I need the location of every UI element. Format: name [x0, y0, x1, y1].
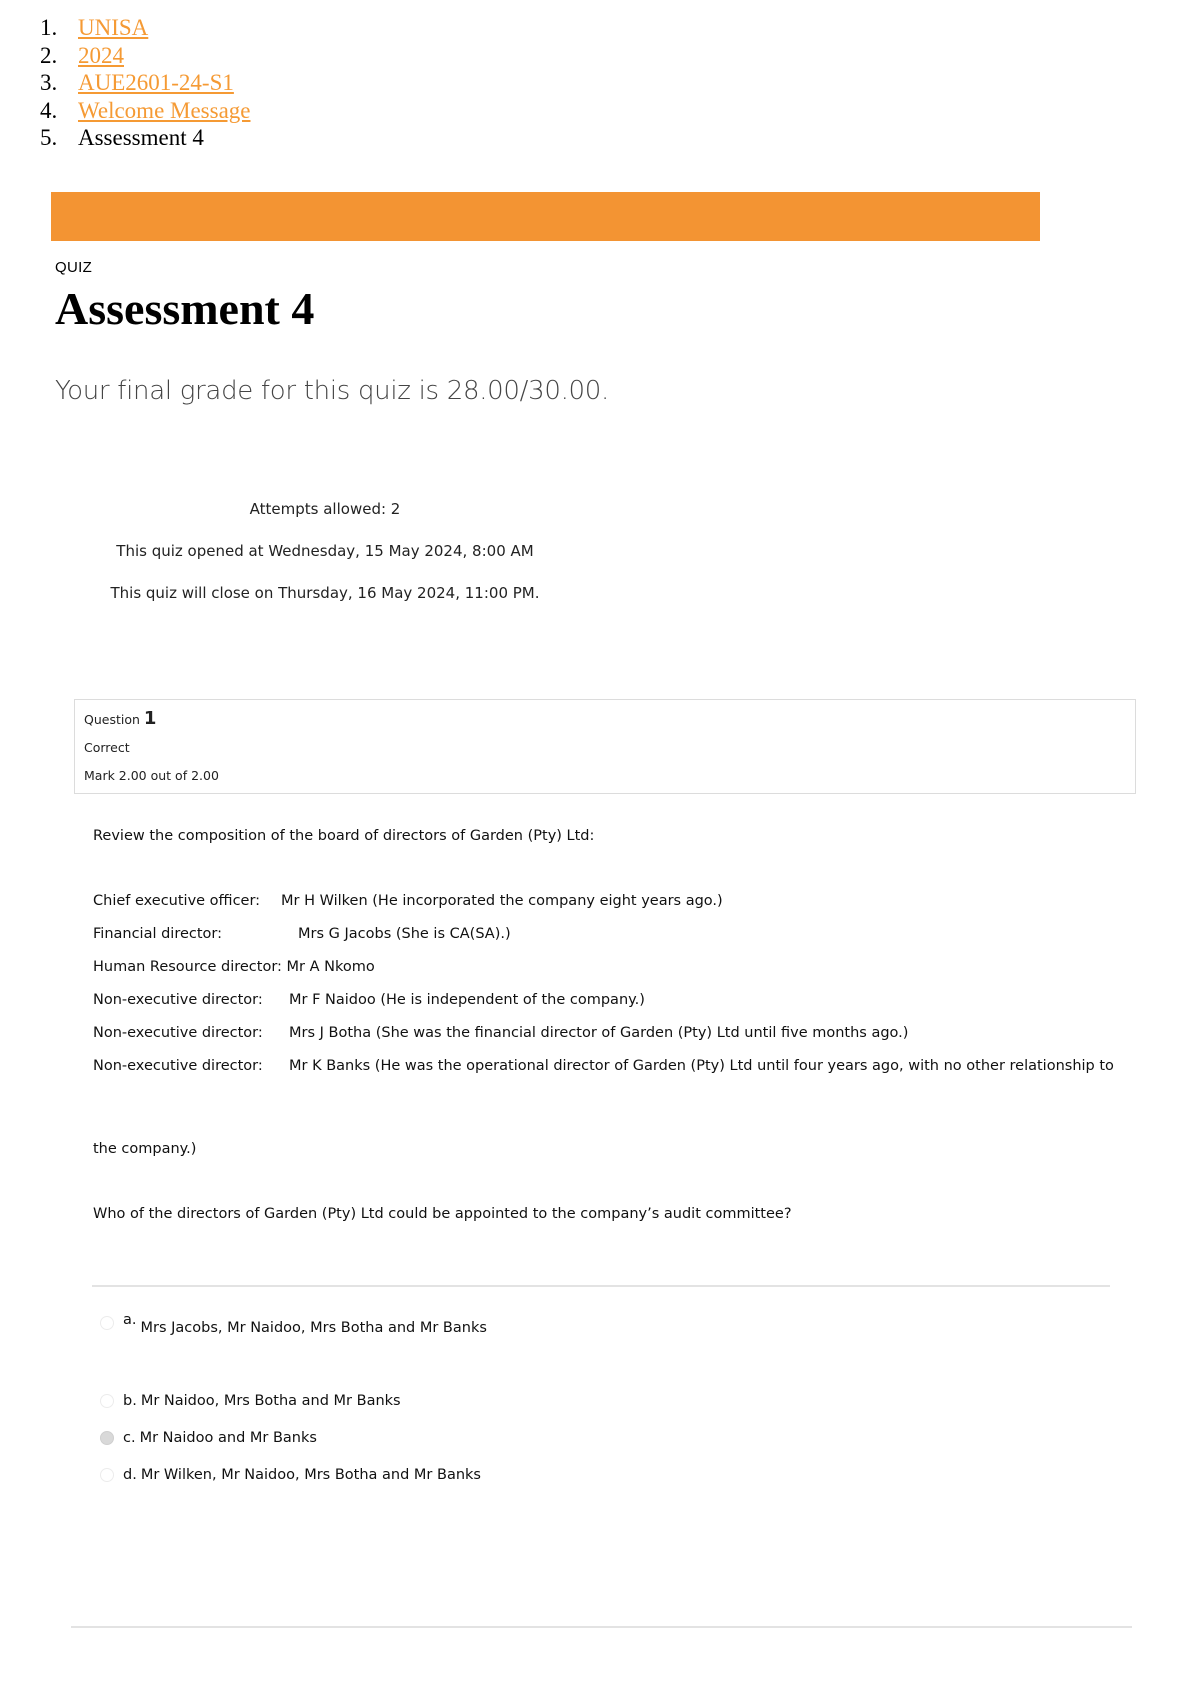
director-row — [93, 959, 375, 975]
director-row — [93, 926, 511, 942]
breadcrumb-item-course — [40, 69, 251, 97]
course-banner — [51, 192, 1040, 241]
breadcrumb-number: 3. — [40, 70, 58, 95]
page-title: Assessment 4 — [55, 283, 315, 334]
breadcrumb-item-current — [40, 124, 251, 152]
radio-button-selected[interactable] — [100, 1431, 114, 1445]
director-role: Financial director: — [93, 926, 223, 942]
breadcrumb-link-course[interactable]: AUE2601-24-S1 — [78, 70, 234, 95]
answer-letter: a. — [123, 1312, 137, 1328]
answer-text: Mr Naidoo, Mrs Botha and Mr Banks — [140, 1393, 401, 1409]
director-detail: Mrs G Jacobs (She is CA(SA).) — [298, 926, 511, 942]
answer-option-d[interactable] — [100, 1467, 481, 1483]
breadcrumb-number: 2. — [40, 42, 58, 68]
question-intro: Review the composition of the board of directors of Garden (Pty) Ltd: — [93, 828, 595, 844]
breadcrumb-item-unisa — [40, 14, 251, 42]
answer-letter: c. — [123, 1430, 136, 1446]
radio-button[interactable] — [100, 1316, 114, 1330]
director-detail: Mr K Banks (He was the operational director of Garden (Pty) Ltd until four years ago, with no other relationship to — [289, 1058, 1114, 1074]
question-state: Correct — [84, 740, 130, 755]
director-role: Chief executive officer: — [93, 893, 261, 909]
breadcrumb-link-welcome-message[interactable]: Welcome Message — [78, 97, 251, 123]
director-detail: Mrs J Botha (She was the financial director of Garden (Pty) Ltd until five months ago.) — [289, 1025, 909, 1041]
director-role: Human Resource director: — [93, 959, 282, 975]
breadcrumb-number: 5. — [40, 125, 58, 150]
final-grade-text: Your final grade for this quiz is 28.00/30.00. — [55, 376, 609, 406]
activity-type-label: QUIZ — [55, 259, 93, 276]
breadcrumb — [40, 14, 251, 152]
director-detail: Mr H Wilken (He incorporated the company eight years ago.) — [281, 893, 723, 909]
question-number-value: 1 — [143, 708, 157, 729]
director-row — [93, 1058, 1114, 1074]
question-info-panel — [74, 699, 1136, 794]
answer-text: Mr Naidoo and Mr Banks — [139, 1430, 317, 1446]
answer-option-a[interactable] — [100, 1312, 487, 1336]
director-row-continuation: the company.) — [93, 1141, 197, 1157]
breadcrumb-number: 4. — [40, 97, 58, 123]
question-bottom-divider — [71, 1626, 1132, 1628]
question-prompt: Who of the directors of Garden (Pty) Ltd could be appointed to the company’s audit committee? — [93, 1206, 792, 1222]
radio-button[interactable] — [100, 1394, 114, 1408]
director-role: Non-executive director: — [93, 992, 263, 1008]
radio-button[interactable] — [100, 1468, 114, 1482]
director-role: Non-executive director: — [93, 1025, 263, 1041]
answer-option-b[interactable] — [100, 1393, 401, 1409]
director-row — [93, 992, 645, 1008]
question-number — [84, 708, 156, 729]
quiz-opened-date: This quiz opened at Wednesday, 15 May 2024, 8:00 AM — [116, 542, 534, 560]
director-role: Non-executive director: — [93, 1058, 263, 1074]
answer-letter: d. — [123, 1467, 137, 1483]
breadcrumb-current-page: Assessment 4 — [78, 125, 204, 150]
answer-text: Mr Wilken, Mr Naidoo, Mrs Botha and Mr Banks — [140, 1467, 481, 1483]
question-mark: Mark 2.00 out of 2.00 — [84, 768, 219, 783]
breadcrumb-link-unisa[interactable]: UNISA — [78, 15, 149, 40]
breadcrumb-link-year[interactable]: 2024 — [78, 42, 124, 68]
director-detail: Mr A Nkomo — [286, 959, 375, 975]
answer-option-c[interactable] — [100, 1430, 317, 1446]
quiz-close-date: This quiz will close on Thursday, 16 May 2024, 11:00 PM. — [110, 584, 540, 602]
attempts-allowed: Attempts allowed: 2 — [249, 500, 401, 518]
answer-divider — [92, 1285, 1110, 1287]
answer-text: Mrs Jacobs, Mr Naidoo, Mrs Botha and Mr Banks — [140, 1320, 487, 1336]
answer-letter: b. — [123, 1393, 137, 1409]
breadcrumb-item-welcome — [40, 97, 251, 125]
director-detail: Mr F Naidoo (He is independent of the company.) — [289, 992, 645, 1008]
director-row — [93, 893, 723, 909]
director-row — [93, 1025, 908, 1041]
question-label: Question — [84, 712, 140, 727]
breadcrumb-item-year — [40, 42, 251, 70]
breadcrumb-number: 1. — [40, 15, 58, 40]
